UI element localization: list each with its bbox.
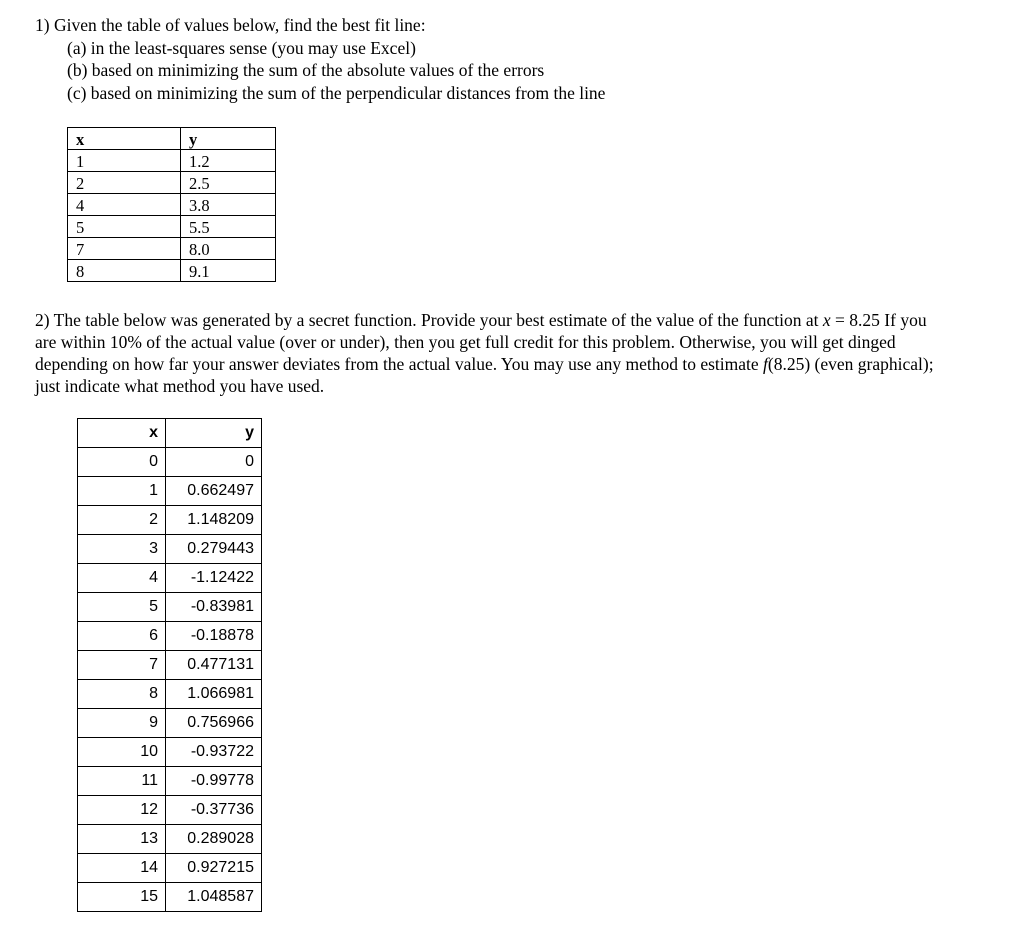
- cell-y: -0.99778: [166, 767, 262, 796]
- table-row: [78, 448, 262, 477]
- cell-y: 0.279443: [166, 535, 262, 564]
- cell-y: -0.93722: [166, 738, 262, 767]
- problem-2-text-1: 2) The table below was generated by a secret function. Provide your best estimate of the value of the function at: [35, 310, 823, 330]
- column-header-x: x: [78, 419, 166, 448]
- table-row: [78, 738, 262, 767]
- problem-1-part-a: (a) in the least-squares sense (you may use Excel): [67, 37, 416, 58]
- cell-x: 14: [78, 854, 166, 883]
- cell-x: 2: [78, 506, 166, 535]
- cell-x: 7: [78, 651, 166, 680]
- table-row: [78, 796, 262, 825]
- cell-y: 0.289028: [166, 825, 262, 854]
- table-row: [78, 477, 262, 506]
- cell-x: 4: [78, 564, 166, 593]
- cell-x: 1: [78, 477, 166, 506]
- cell-y: 1.148209: [166, 506, 262, 535]
- cell-y: -0.37736: [166, 796, 262, 825]
- cell-y: 0.927215: [166, 854, 262, 883]
- cell-y: 0: [166, 448, 262, 477]
- problem-2-text-3: (8.25) (even graphical); just indicate what method you have used.: [35, 354, 934, 396]
- table-row: [68, 216, 276, 238]
- cell-y: 3.8: [181, 194, 276, 216]
- problem-2-text-2: = 8.25 If you are within 10% of the actual value (over or under), then you get full credit for this problem. Otherwise, you will get dinged depending on how far your answer deviates from the actual value. You may use any method to estimate: [35, 310, 927, 374]
- column-header-x: x: [68, 128, 181, 150]
- cell-x: 15: [78, 883, 166, 912]
- problem-1-part-b: (b) based on minimizing the sum of the absolute values of the errors: [67, 60, 545, 80]
- table-row: [78, 593, 262, 622]
- cell-x: 5: [68, 216, 181, 238]
- table-row: [78, 564, 262, 593]
- problem-1-data-table: [67, 127, 276, 282]
- cell-x: 5: [78, 593, 166, 622]
- table-row: [78, 854, 262, 883]
- cell-y: -1.12422: [166, 564, 262, 593]
- cell-y: -0.18878: [166, 622, 262, 651]
- table-row: [78, 651, 262, 680]
- cell-x: 13: [78, 825, 166, 854]
- cell-x: 4: [68, 194, 181, 216]
- table-row: [78, 767, 262, 796]
- problem-1-part-c: (c) based on minimizing the sum of the perpendicular distances from the line: [67, 82, 606, 103]
- cell-x: 1: [68, 150, 181, 172]
- table-row: [78, 825, 262, 854]
- cell-x: 10: [78, 738, 166, 767]
- cell-x: 11: [78, 767, 166, 796]
- table-row: [78, 535, 262, 564]
- table-row: [68, 194, 276, 216]
- cell-y: 8.0: [181, 238, 276, 260]
- table-row: [78, 680, 262, 709]
- problem-2-data-table: [77, 418, 262, 912]
- cell-y: 1.2: [181, 150, 276, 172]
- cell-x: 3: [78, 535, 166, 564]
- cell-y: -0.83981: [166, 593, 262, 622]
- table-row: [68, 260, 276, 282]
- column-header-y: y: [181, 128, 276, 150]
- problem-1: [35, 14, 995, 104]
- cell-x: 2: [68, 172, 181, 194]
- cell-y: 0.662497: [166, 477, 262, 506]
- table-row: [78, 883, 262, 912]
- cell-y: 9.1: [181, 260, 276, 282]
- cell-x: 7: [68, 238, 181, 260]
- cell-x: 8: [78, 680, 166, 709]
- cell-x: 6: [78, 622, 166, 651]
- table-header-row: [68, 128, 276, 150]
- column-header-y: y: [166, 419, 262, 448]
- table-row: [78, 709, 262, 738]
- cell-x: 8: [68, 260, 181, 282]
- table-row: [68, 238, 276, 260]
- cell-y: 5.5: [181, 216, 276, 238]
- cell-y: 0.756966: [166, 709, 262, 738]
- cell-x: 9: [78, 709, 166, 738]
- table-row: [68, 150, 276, 172]
- table-header-row: [78, 419, 262, 448]
- cell-x: 12: [78, 796, 166, 825]
- table-row: [78, 622, 262, 651]
- cell-x: 0: [78, 448, 166, 477]
- problem-2-var-x: x: [822, 310, 831, 330]
- problem-1-title: 1) Given the table of values below, find the best fit line:: [35, 15, 426, 35]
- cell-y: 2.5: [181, 172, 276, 194]
- table-row: [78, 506, 262, 535]
- cell-y: 1.048587: [166, 883, 262, 912]
- problem-2: [35, 309, 935, 397]
- problem-2-func-f: f: [763, 354, 768, 374]
- cell-y: 0.477131: [166, 651, 262, 680]
- cell-y: 1.066981: [166, 680, 262, 709]
- table-row: [68, 172, 276, 194]
